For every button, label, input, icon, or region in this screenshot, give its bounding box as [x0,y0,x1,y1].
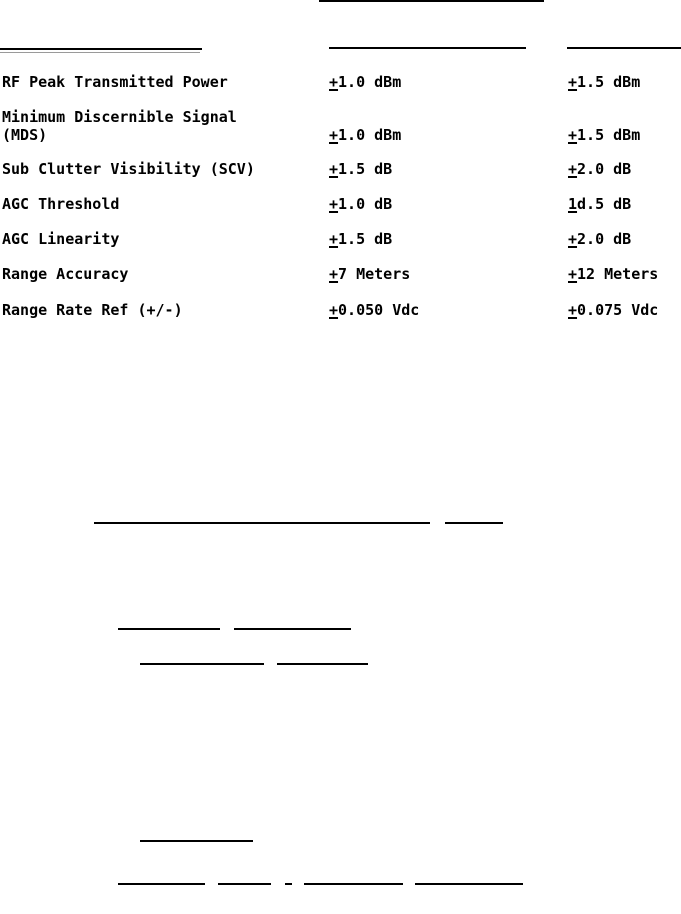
tolerance-value [329,73,401,91]
tolerance-value [568,73,640,91]
tolerance-text: 2.0 dB [577,160,632,178]
tolerance-text: 1.5 dB [338,160,393,178]
blank-line [218,883,271,885]
tolerance-value [329,126,401,144]
plus-minus-sign: + [329,265,339,283]
tolerance-text: 1.5 dB [338,230,393,248]
tolerance-text: 0.050 Vdc [338,301,420,319]
plus-minus-sign: + [329,126,339,144]
tolerance-value [568,126,640,144]
tolerance-value [568,265,658,283]
plus-minus-sign: + [568,301,578,319]
tolerance-text: 1.0 dBm [338,126,402,144]
plus-minus-sign: + [568,265,578,283]
tolerance-value [329,230,392,248]
tolerance-value [568,160,631,178]
tolerance-text: 0.075 Vdc [577,301,659,319]
tolerance-text: 1.5 dBm [577,73,641,91]
plus-minus-sign: + [568,230,578,248]
blank-line [234,628,351,630]
parameter-label: RF Peak Transmitted Power [2,73,228,91]
parameter-label: Range Rate Ref (+/-) [2,301,183,319]
tolerance-value [329,195,392,213]
blank-line [94,522,430,524]
tolerance-text: 7 Meters [338,265,411,283]
plus-minus-sign: + [329,301,339,319]
header-rule-col1 [329,47,526,49]
blank-line [140,840,253,842]
blank-line [277,663,368,665]
tolerance-value [568,195,631,213]
tolerance-value [329,301,419,319]
plus-minus-sign: + [329,73,339,91]
plus-minus-sign: + [329,230,339,248]
plus-minus-sign: + [329,195,339,213]
parameter-label: Range Accuracy [2,265,129,283]
blank-line [140,663,264,665]
tolerance-value [568,301,658,319]
header-rule-col2 [567,47,681,49]
blank-line [118,628,220,630]
blank-line [118,883,205,885]
plus-minus-sign: + [568,160,578,178]
plus-minus-sign: 1 [568,195,578,213]
blank-line [285,883,292,885]
blank-line [304,883,403,885]
header-rule-parameter [0,48,202,50]
header-rule-parameter-faint [0,52,200,53]
tolerance-text: d.5 dB [577,195,632,213]
plus-minus-sign: + [329,160,339,178]
tolerance-value [568,230,631,248]
parameter-label: Sub Clutter Visibility (SCV) [2,160,255,178]
parameter-label: AGC Threshold [2,195,120,213]
tolerance-value [329,265,410,283]
tolerance-text: 2.0 dB [577,230,632,248]
tolerance-text: 12 Meters [577,265,659,283]
parameter-label: Minimum Discernible Signal [2,108,237,126]
tolerance-text: 1.0 dBm [338,73,402,91]
header-rule-top [319,0,544,2]
parameter-label: AGC Linearity [2,230,120,248]
tolerance-text: 1.5 dBm [577,126,641,144]
plus-minus-sign: + [568,73,578,91]
tolerance-value [329,160,392,178]
parameter-label-continuation: (MDS) [2,126,48,144]
plus-minus-sign: + [568,126,578,144]
blank-line [445,522,503,524]
tolerance-text: 1.0 dB [338,195,393,213]
blank-line [415,883,523,885]
